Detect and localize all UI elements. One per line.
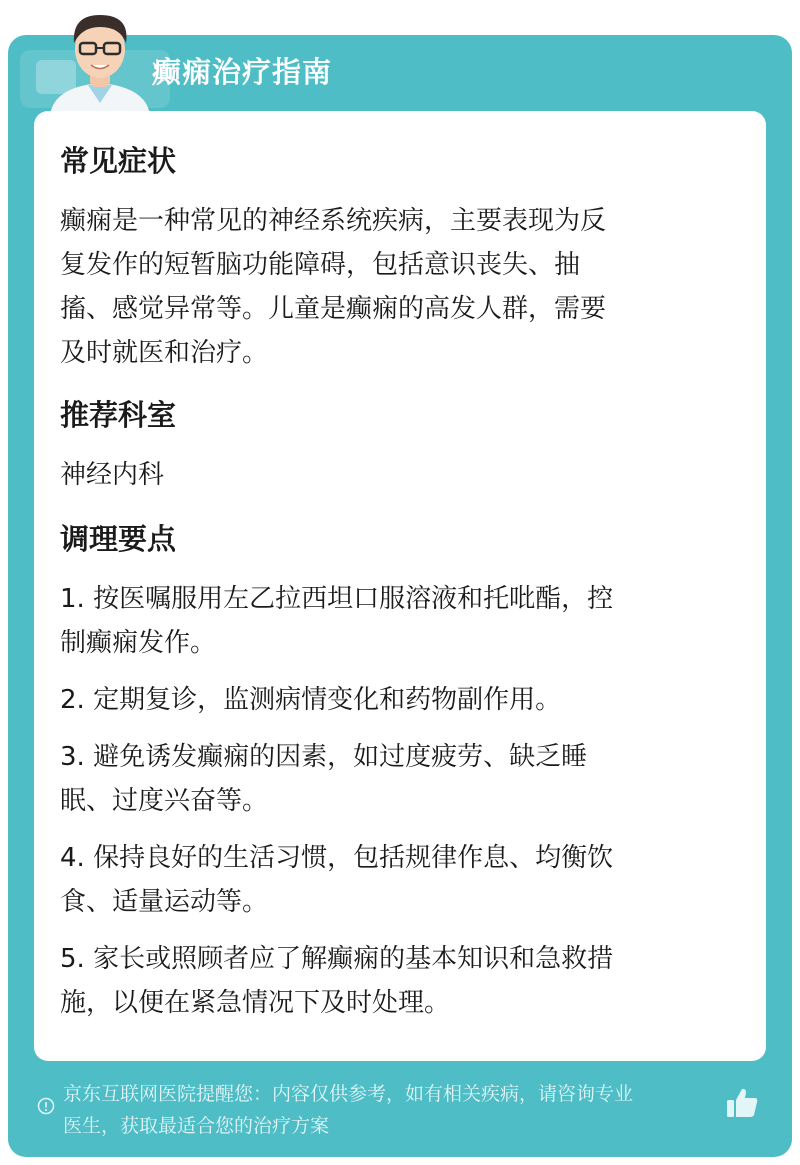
page-title: 癫痫治疗指南 — [152, 55, 333, 89]
care-item-number: 2. — [60, 685, 85, 715]
doctor-avatar — [40, 5, 160, 115]
care-item-line: 制癫痫发作。 — [60, 628, 217, 658]
care-item — [60, 735, 725, 823]
care-item — [60, 937, 725, 1025]
symptoms-line: 及时就医和治疗。 — [60, 338, 269, 368]
care-item — [60, 678, 725, 722]
care-item-number: 5. — [60, 944, 85, 974]
care-item-number: 3. — [60, 742, 85, 772]
care-item — [60, 577, 725, 665]
care-item-line: 家长或照顾者应了解癫痫的基本知识和急救措 — [93, 944, 614, 974]
info-icon — [37, 1097, 55, 1115]
symptoms-line: 搐、感觉异常等。儿童是癫痫的高发人群，需要 — [60, 294, 607, 324]
care-item-number: 1. — [60, 584, 85, 614]
symptoms-line: 癫痫是一种常见的神经系统疾病，主要表现为反 — [60, 206, 607, 236]
care-item-number: 4. — [60, 843, 85, 873]
care-item-line: 定期复诊，监测病情变化和药物副作用。 — [93, 685, 562, 715]
section-title-care: 调理要点 — [60, 522, 177, 556]
care-item-line: 保持良好的生活习惯，包括规律作息、均衡饮 — [93, 843, 614, 873]
disclaimer — [63, 1078, 728, 1142]
disclaimer-line: 京东互联网医院提醒您：内容仅供参考，如有相关疾病，请咨询专业 — [63, 1083, 634, 1105]
section-title-department: 推荐科室 — [60, 398, 177, 432]
care-item-line: 避免诱发癫痫的因素，如过度疲劳、缺乏睡 — [93, 742, 588, 772]
care-item-line: 按医嘱服用左乙拉西坦口服溶液和托吡酯，控 — [93, 584, 614, 614]
section-title-symptoms: 常见症状 — [60, 144, 177, 178]
thumbs-up-icon[interactable] — [724, 1085, 760, 1121]
care-item-line: 眠、过度兴奋等。 — [60, 786, 269, 816]
symptoms-line: 复发作的短暂脑功能障碍，包括意识丧失、抽 — [60, 250, 581, 280]
symptoms-text — [60, 199, 725, 375]
care-item-line: 施，以便在紧急情况下及时处理。 — [60, 988, 451, 1018]
disclaimer-line: 医生，获取最适合您的治疗方案 — [63, 1115, 330, 1137]
department-text: 神经内科 — [60, 460, 165, 490]
care-item — [60, 836, 725, 924]
care-item-line: 食、适量运动等。 — [60, 887, 269, 917]
